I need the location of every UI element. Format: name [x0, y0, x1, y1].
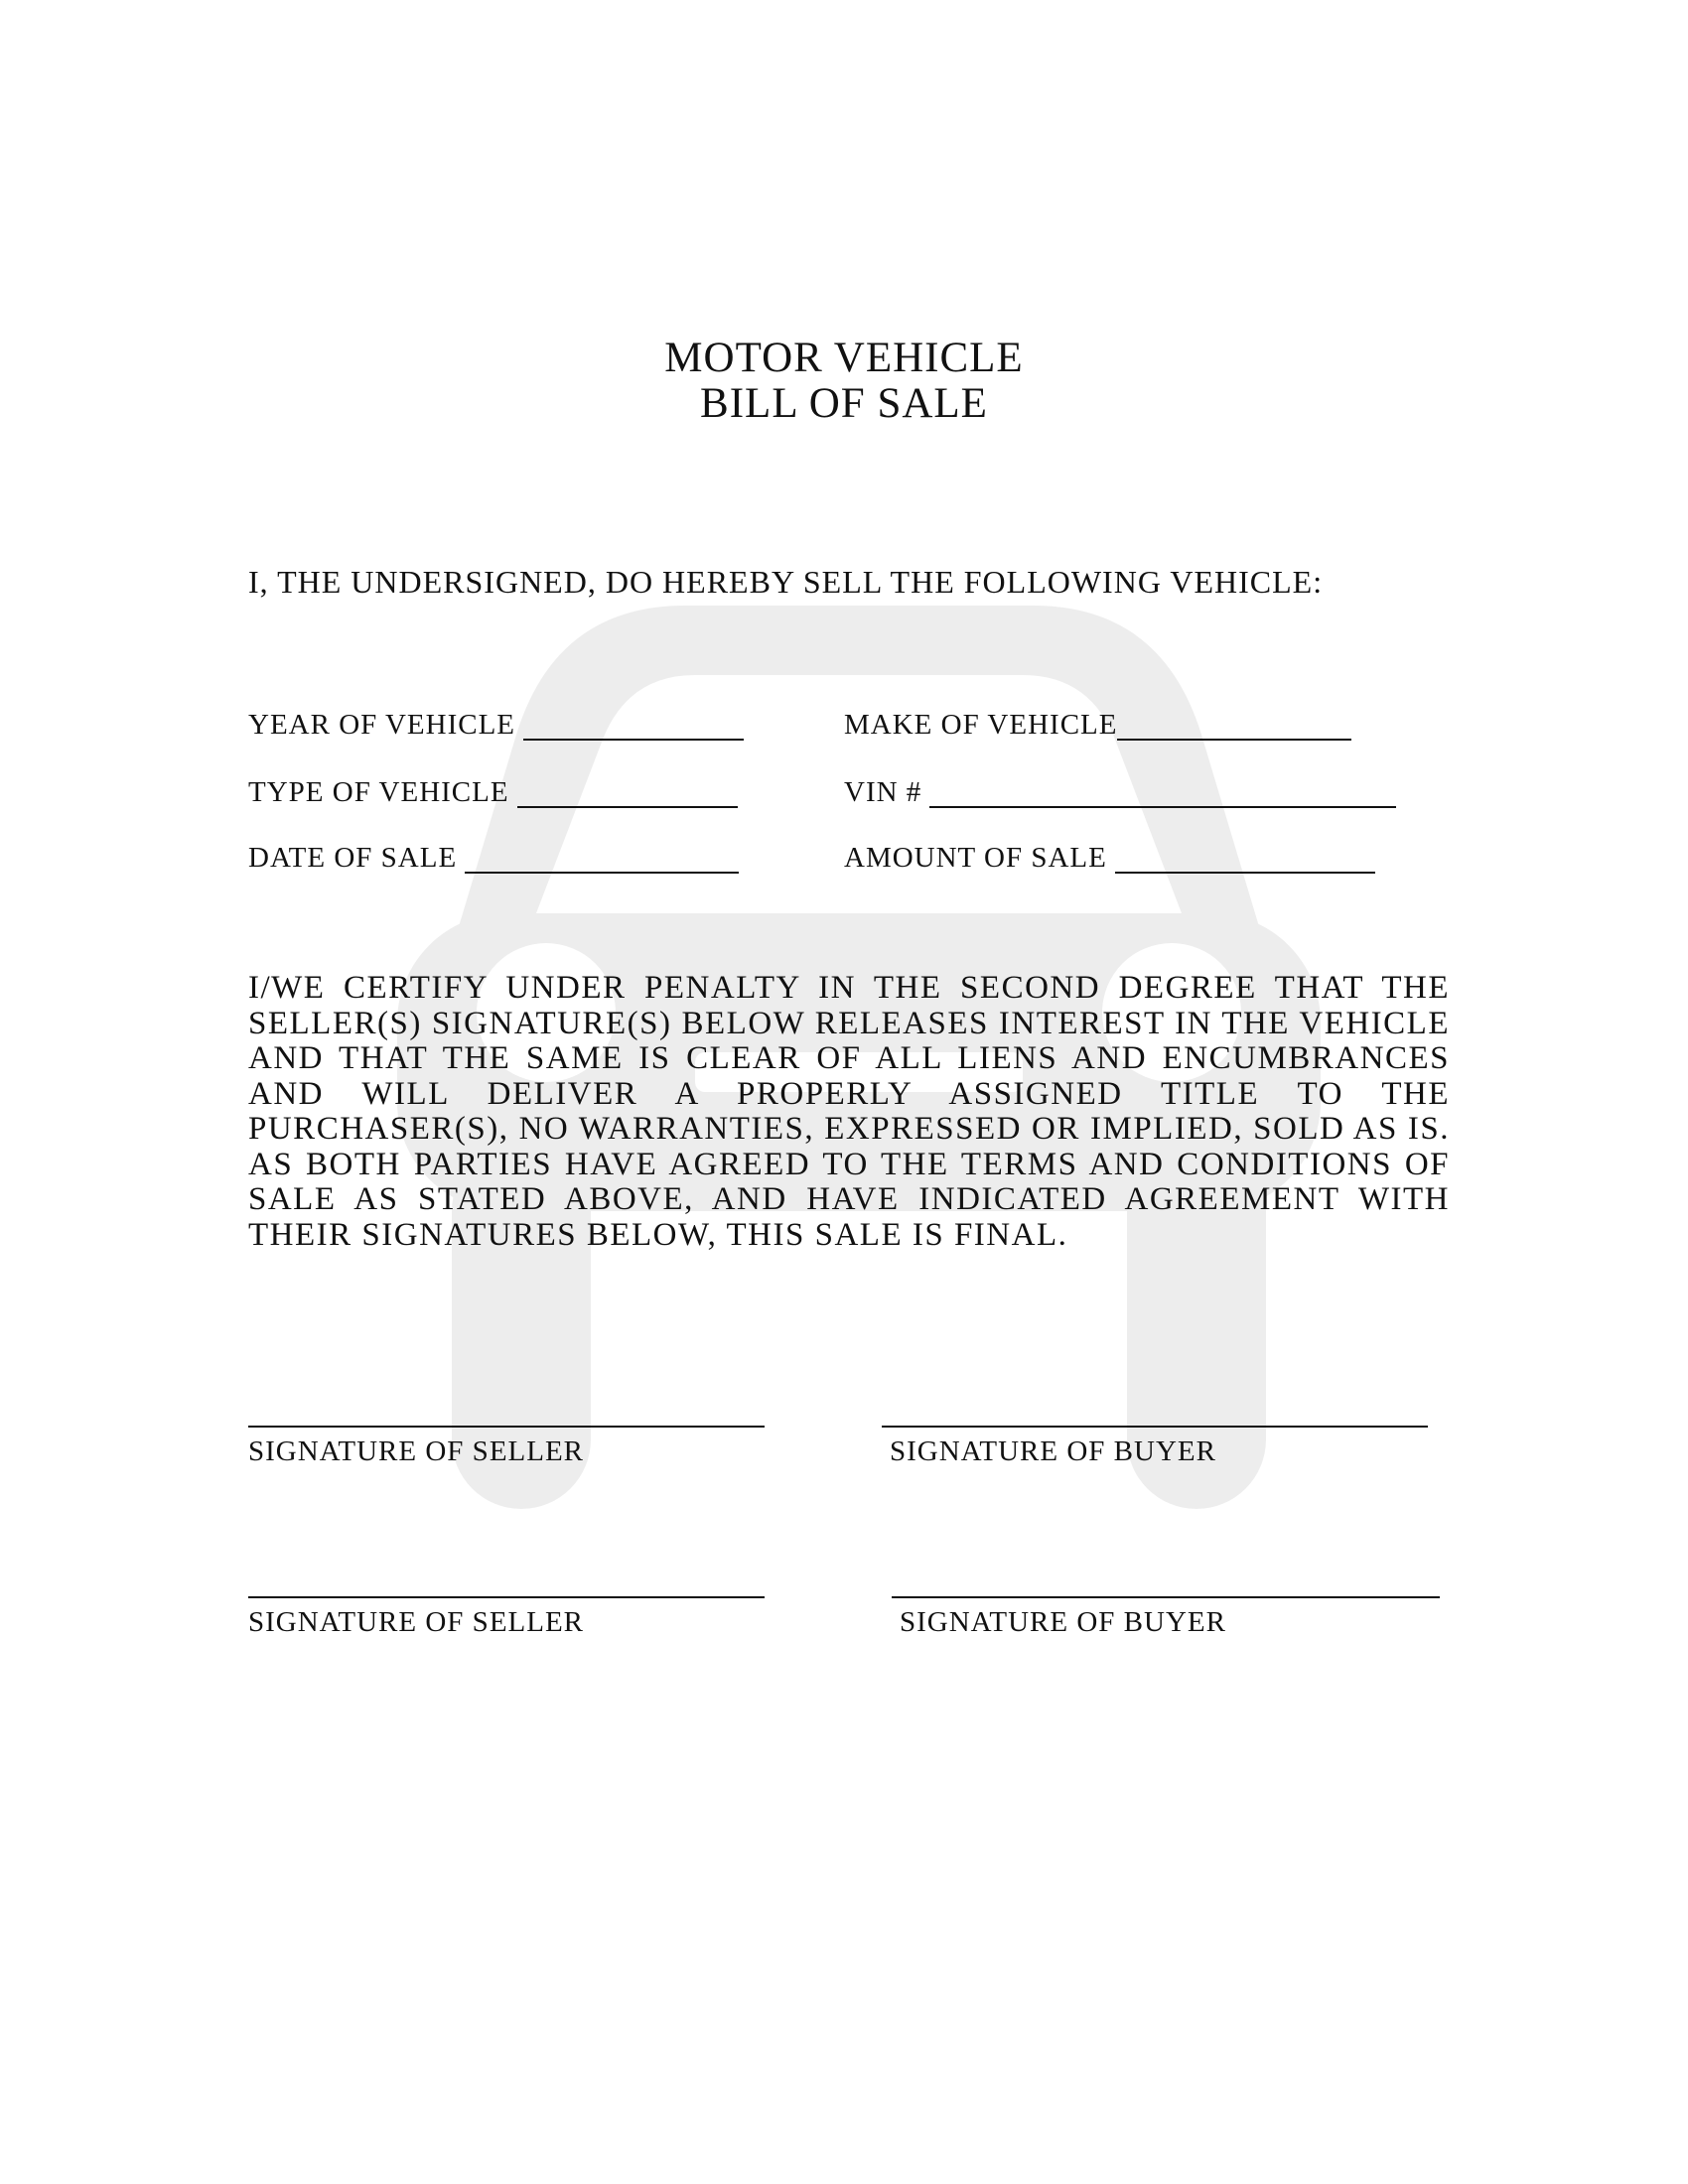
make-of-vehicle-label: MAKE OF VEHICLE — [844, 709, 1118, 741]
buyer-signature-2-line[interactable] — [892, 1596, 1440, 1598]
date-of-sale-field — [248, 842, 739, 874]
vin-label: VIN # — [844, 776, 922, 808]
intro-statement: I, THE UNDERSIGNED, DO HEREBY SELL THE FOLLOWING VEHICLE: — [248, 564, 1324, 600]
buyer-signature-1-label: SIGNATURE OF BUYER — [890, 1435, 1216, 1467]
date-of-sale-blank[interactable] — [465, 846, 739, 874]
seller-signature-2-label: SIGNATURE OF SELLER — [248, 1606, 585, 1638]
type-of-vehicle-label: TYPE OF VEHICLE — [248, 776, 509, 808]
buyer-signature-2 — [892, 1596, 1440, 1638]
year-of-vehicle-field — [248, 709, 744, 741]
buyer-signature-1-line[interactable] — [882, 1426, 1428, 1428]
buyer-signature-2-label: SIGNATURE OF BUYER — [900, 1606, 1226, 1638]
seller-signature-2-line[interactable] — [248, 1596, 765, 1598]
amount-of-sale-field — [844, 842, 1375, 874]
seller-signature-1 — [248, 1426, 765, 1467]
year-of-vehicle-blank[interactable] — [523, 713, 744, 741]
vin-blank[interactable] — [929, 780, 1396, 808]
seller-signature-1-line[interactable] — [248, 1426, 765, 1428]
make-of-vehicle-blank[interactable] — [1117, 713, 1351, 741]
make-of-vehicle-field — [844, 709, 1351, 741]
vin-field — [844, 776, 1396, 808]
certification-paragraph: I/WE CERTIFY UNDER PENALTY IN THE SECOND DEGREE THAT THE SELLER(S) SIGNATURE(S) BELOW RELEASES INTEREST IN THE VEHICLE AND THAT THE SAME IS CLEAR OF ALL LIENS AND ENCUMBRANCES AND WILL DELIVER A PROPERLY ASSIGNED TITLE TO THE PURCHASER(S), NO WARRANTIES, EXPRESSED OR IMPLIED, SOLD AS IS. AS BOTH PARTIES HAVE AGREED TO THE TERMS AND CONDITIONS OF SALE AS STATED ABOVE, AND HAVE INDICATED AGREEMENT WITH THEIR SIGNATURES BELOW, THIS SALE IS FINAL. — [248, 970, 1450, 1253]
date-of-sale-label: DATE OF SALE — [248, 842, 458, 874]
amount-of-sale-blank[interactable] — [1115, 846, 1375, 874]
title-line-2: BILL OF SALE — [700, 380, 988, 427]
type-of-vehicle-field — [248, 776, 738, 808]
seller-signature-2 — [248, 1596, 765, 1638]
seller-signature-1-label: SIGNATURE OF SELLER — [248, 1435, 585, 1467]
type-of-vehicle-blank[interactable] — [517, 780, 738, 808]
buyer-signature-1 — [882, 1426, 1428, 1467]
title-line-1: MOTOR VEHICLE — [664, 335, 1024, 381]
year-of-vehicle-label: YEAR OF VEHICLE — [248, 709, 516, 741]
page-title — [0, 336, 1688, 427]
amount-of-sale-label: AMOUNT OF SALE — [844, 842, 1107, 874]
